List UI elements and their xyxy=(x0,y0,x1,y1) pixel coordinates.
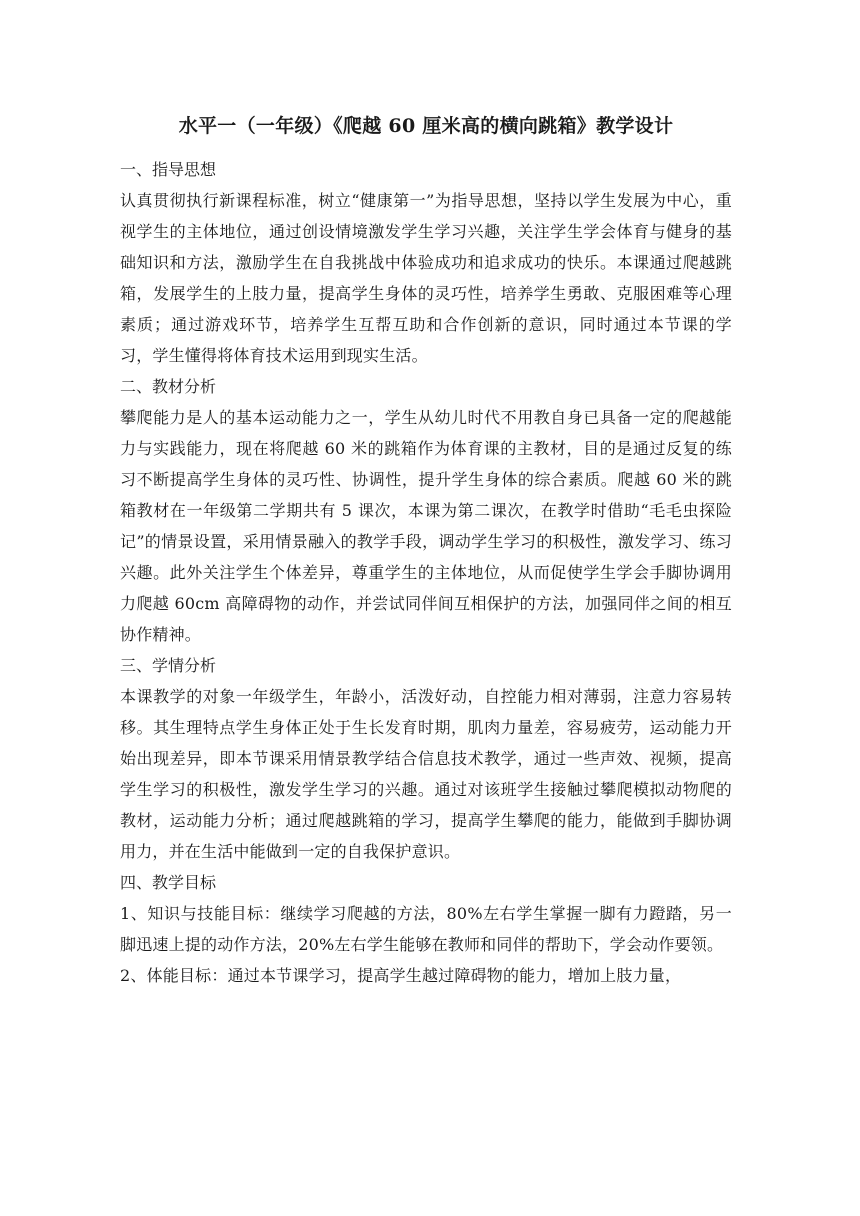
section-heading: 二、教材分析 xyxy=(120,377,217,396)
section-paragraph: 攀爬能力是人的基本运动能力之一，学生从幼儿时代不用教自身已具备一定的爬越能力与实践能力，现在将爬越 60 米的跳箱作为体育课的主教材，目的是通过反复的练习不断提高学生身体的灵巧性、协调性，提升学生身体的综合素质。爬越 60 米的跳箱教材在一年级第二学期共有 5 课次，本课为第二课次，在教学时借助“毛毛虫探险记”的情景设置，采用情景融入的教学手段，调动学生学习的积极性，激发学习、练习兴趣。此外关注学生个体差异，尊重学生的主体地位，从而促使学生学会手脚协调用力爬越 60cm 高障碍物的动作，并尝试同伴间互相保护的方法，加强同伴之间的相互协作精神。 xyxy=(120,408,732,644)
section-heading: 三、学情分析 xyxy=(120,656,217,675)
section-student-analysis xyxy=(120,650,732,867)
section-guiding-ideology xyxy=(120,154,732,371)
section-heading: 一、指导思想 xyxy=(120,160,217,179)
section-material-analysis xyxy=(120,371,732,650)
goal-item: 2、体能目标：通过本节课学习，提高学生越过障碍物的能力，增加上肢力量， xyxy=(120,966,682,985)
document-title: 水平一（一年级）《爬越 60 厘米高的横向跳箱》教学设计 xyxy=(178,115,674,137)
document-page xyxy=(120,110,732,991)
goal-item: 1、知识与技能目标：继续学习爬越的方法，80%左右学生掌握一脚有力蹬踏，另一脚迅速上提的动作方法，20%左右学生能够在教师和同伴的帮助下，学会动作要领。 xyxy=(120,904,732,954)
section-paragraph: 认真贯彻执行新课程标准，树立“健康第一”为指导思想，坚持以学生发展为中心，重视学生的主体地位，通过创设情境激发学生学习兴趣，关注学生学会体育与健身的基础知识和方法，激励学生在自我挑战中体验成功和追求成功的快乐。本课通过爬越跳箱，发展学生的上肢力量，提高学生身体的灵巧性，培养学生勇敢、克服困难等心理素质；通过游戏环节，培养学生互帮互助和合作创新的意识，同时通过本节课的学习，学生懂得将体育技术运用到现实生活。 xyxy=(120,191,732,365)
section-heading: 四、教学目标 xyxy=(120,873,217,892)
section-teaching-goals xyxy=(120,867,732,991)
section-paragraph: 本课教学的对象一年级学生，年龄小，活泼好动，自控能力相对薄弱，注意力容易转移。其生理特点学生身体正处于生长发育时期，肌肉力量差，容易疲劳，运动能力开始出现差异，即本节课采用情景教学结合信息技术教学，通过一些声效、视频，提高学生学习的积极性，激发学生学习的兴趣。通过对该班学生接触过攀爬模拟动物爬的教材，运动能力分析；通过爬越跳箱的学习，提高学生攀爬的能力，能做到手脚协调用力，并在生活中能做到一定的自我保护意识。 xyxy=(120,687,732,861)
